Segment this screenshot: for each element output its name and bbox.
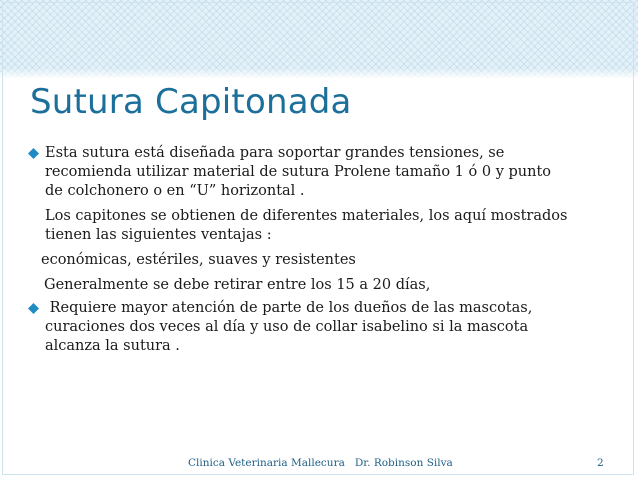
paragraph-line: Esta sutura está diseñada para soportar grandes tensiones, se (45, 145, 505, 161)
paragraph-line: alcanza la sutura . (45, 338, 180, 354)
page-number: 2 (597, 457, 604, 469)
slide-body (36, 144, 606, 356)
paragraph-2 (36, 207, 606, 245)
bullet-paragraph-5 (36, 299, 606, 356)
paragraph-line: tienen las siguientes ventajas : (45, 227, 272, 243)
diamond-bullet-icon (28, 303, 39, 314)
bullet-paragraph-1 (36, 144, 606, 201)
paragraph-line: Requiere mayor atención de parte de los dueños de las mascotas, (45, 300, 533, 316)
footer-text: Clinica Veterinaria Mallecura Dr. Robinson Silva (188, 457, 453, 469)
paragraph-line: recomienda utilizar material de sutura Prolene tamaño 1 ó 0 y punto (45, 164, 552, 180)
paragraph-line: económicas, estériles, suaves y resistentes (41, 252, 356, 268)
paragraph-line: Generalmente se debe retirar entre los 15 a 20 días, (44, 277, 431, 293)
paragraph-line: de colchonero o en “U” horizontal . (45, 183, 305, 199)
paragraph-line: Los capitones se obtienen de diferentes materiales, los aquí mostrados (45, 208, 568, 224)
paragraph-3 (36, 251, 606, 270)
paragraph-4 (36, 276, 606, 295)
slide-title: Sutura Capitonada (30, 82, 352, 122)
diamond-bullet-icon (28, 148, 39, 159)
paragraph-line: curaciones dos veces al día y uso de collar isabelino si la mascota (45, 319, 529, 335)
